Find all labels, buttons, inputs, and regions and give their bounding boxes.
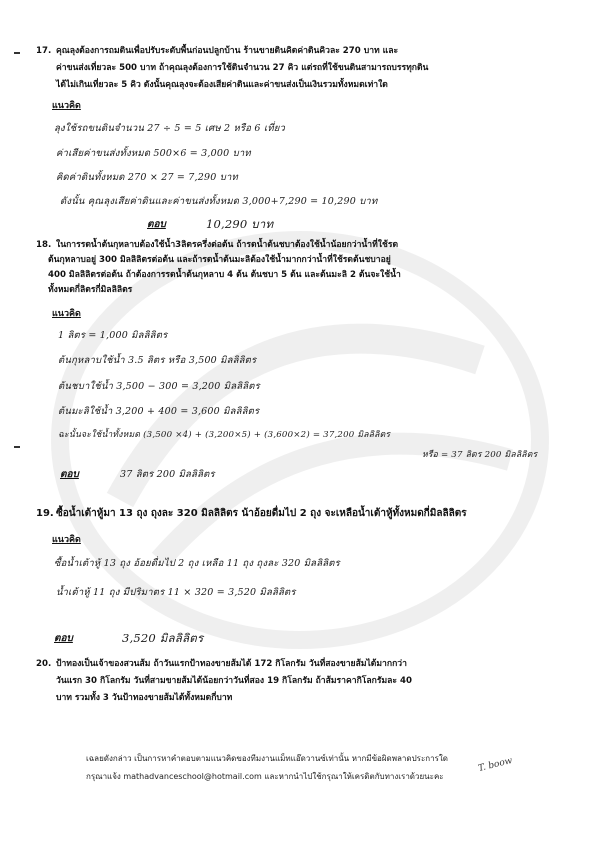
answer-value: 37 ลิตร 200 มิลลิลิตร xyxy=(120,469,215,480)
question-text-line: คุณลุงต้องการถมดินเพื่อปรับระดับพื้นก่อนปลูกบ้าน ร้านขายดินคิดค่าดินคิวละ 270 บาท และ xyxy=(56,46,399,56)
answer-label: ตอบ xyxy=(54,633,73,644)
work-line: น้ำเต้าหู้ 11 ถุง มีปริมาตร 11 × 320 = 3,520 มิลลิลิตร xyxy=(56,587,296,598)
method-heading: แนวคิด xyxy=(52,101,81,111)
work-line: ซื้อน้ำเต้าหู้ 13 ถุง อ้อยดื่มไป 2 ถุง เหลือ 11 ถุง ถุงละ 320 มิลลิลิตร xyxy=(54,558,340,569)
question-text-line: ค่าขนส่งเที่ยวละ 500 บาท ถ้าคุณลุงต้องการใช้ดินจำนวน 27 คิว แต่รถที่ใช้ขนดินสามารถบรรทุกดิน xyxy=(56,63,429,73)
question-text-line: ป้าทองเป็นเจ้าของสวนส้ม ถ้าวันแรกป้าทองขายส้มได้ 172 กิโลกรัม วันที่สองขายส้มได้มากกว่า xyxy=(56,659,407,669)
answer-value: 3,520 มิลลิลิตร xyxy=(122,631,204,645)
handwritten-signature: T. boow xyxy=(477,755,514,775)
work-line: หรือ = 37 ลิตร 200 มิลลิลิตร xyxy=(422,450,538,460)
work-line: คิดค่าดินทั้งหมด 270 × 27 = 7,290 บาท xyxy=(56,172,238,183)
answer-value: 10,290 บาท xyxy=(206,217,274,231)
work-line: ต้นมะลิใช้น้ำ 3,200 + 400 = 3,600 มิลลิลิตร xyxy=(58,406,260,417)
question-text-line: ได้ไม่เกินเที่ยวละ 5 คิว ดังนั้นคุณลุงจะต้องเสียค่าดินและค่าขนส่งเป็นเงินรวมทั้งหมดเท่าใด xyxy=(56,80,388,90)
work-line: ค่าเสียค่าขนส่งทั้งหมด 500×6 = 3,000 บาท xyxy=(56,148,251,159)
work-line: ฉะนั้นจะใช้น้ำทั้งหมด (3,500 ×4) + (3,200×5) + (3,600×2) = 37,200 มิลลิลิตร xyxy=(58,430,391,440)
question-number: 19. xyxy=(36,508,54,519)
question-number: 17. xyxy=(36,46,52,56)
margin-mark xyxy=(14,446,20,448)
footer-contact: กรุณาแจ้ง mathadvanceschool@hotmail.com และหากนำไปใช้กรุณาให้เครดิตกับทางเราด้วยนะคะ xyxy=(86,772,444,781)
answer-label: ตอบ xyxy=(60,469,79,480)
work-line: ลุงใช้รถขนดินจำนวน 27 ÷ 5 = 5 เศษ 2 หรือ 6 เที่ยว xyxy=(54,123,286,134)
work-line: ต้นชบาใช้น้ำ 3,500 − 300 = 3,200 มิลลิลิตร xyxy=(58,381,260,392)
question-text-line: วันแรก 30 กิโลกรัม วันที่สามขายส้มได้น้อยกว่าวันที่สอง 19 กิโลกรัม ถ้าส้มราคากิโลกรัมละ 40 xyxy=(56,676,412,686)
footer-note: เฉลยดังกล่าว เป็นการหาคำตอบตามแนวคิดของทีมงานแม็ทแอ๊ดวานซ์เท่านั้น หากมีข้อผิดพลาดประการใด xyxy=(86,754,448,763)
question-text-line: บาท รวมทั้ง 3 วันป้าทองขายส้มได้ทั้งหมดกี่บาท xyxy=(56,693,233,703)
question-text-line: 400 มิลลิลิตรต่อต้น ถ้าต้องการรดน้ำต้นกุหลาบ 4 ต้น ต้นชบา 5 ต้น และต้นมะลิ 2 ต้นจะใช้น้ำ xyxy=(48,270,401,280)
method-heading: แนวคิด xyxy=(52,309,81,319)
answer-label: ตอบ xyxy=(147,219,166,230)
method-heading: แนวคิด xyxy=(52,535,81,545)
margin-mark xyxy=(14,52,20,54)
question-text-line: ในการรดน้ำต้นกุหลาบต้องใช้น้ำ3ลิตรครึ่งต่อต้น ถ้ารดน้ำต้นชบาต้องใช้น้ำน้อยกว่าน้ำที่ใช้รด xyxy=(56,240,399,250)
question-number: 18. xyxy=(36,240,52,250)
question-number: 20. xyxy=(36,659,52,669)
work-line: 1 ลิตร = 1,000 มิลลิลิตร xyxy=(58,330,168,341)
work-line: ต้นกุหลาบใช้น้ำ 3.5 ลิตร หรือ 3,500 มิลลิลิตร xyxy=(58,355,257,366)
question-text-line: ทั้งหมดกี่ลิตรกี่มิลลิลิตร xyxy=(48,285,133,295)
work-line: ดังนั้น คุณลุงเสียค่าดินและค่าขนส่งทั้งหมด 3,000+7,290 = 10,290 บาท xyxy=(60,196,378,207)
question-text: ซื้อน้ำเต้าหู้มา 13 ถุง ถุงละ 320 มิลลิลิตร น้าอ้อยดื่มไป 2 ถุง จะเหลือน้ำเต้าหู้ทั้งหมดกี่มิลลิลิตร xyxy=(56,508,467,519)
question-text-line: ต้นกุหลาบอยู่ 300 มิลลิลิตรต่อต้น และถ้ารดน้ำต้นมะลิต้องใช้น้ำมากกว่าน้ำที่ใช้รดต้นชบาอยู่ xyxy=(48,255,391,265)
